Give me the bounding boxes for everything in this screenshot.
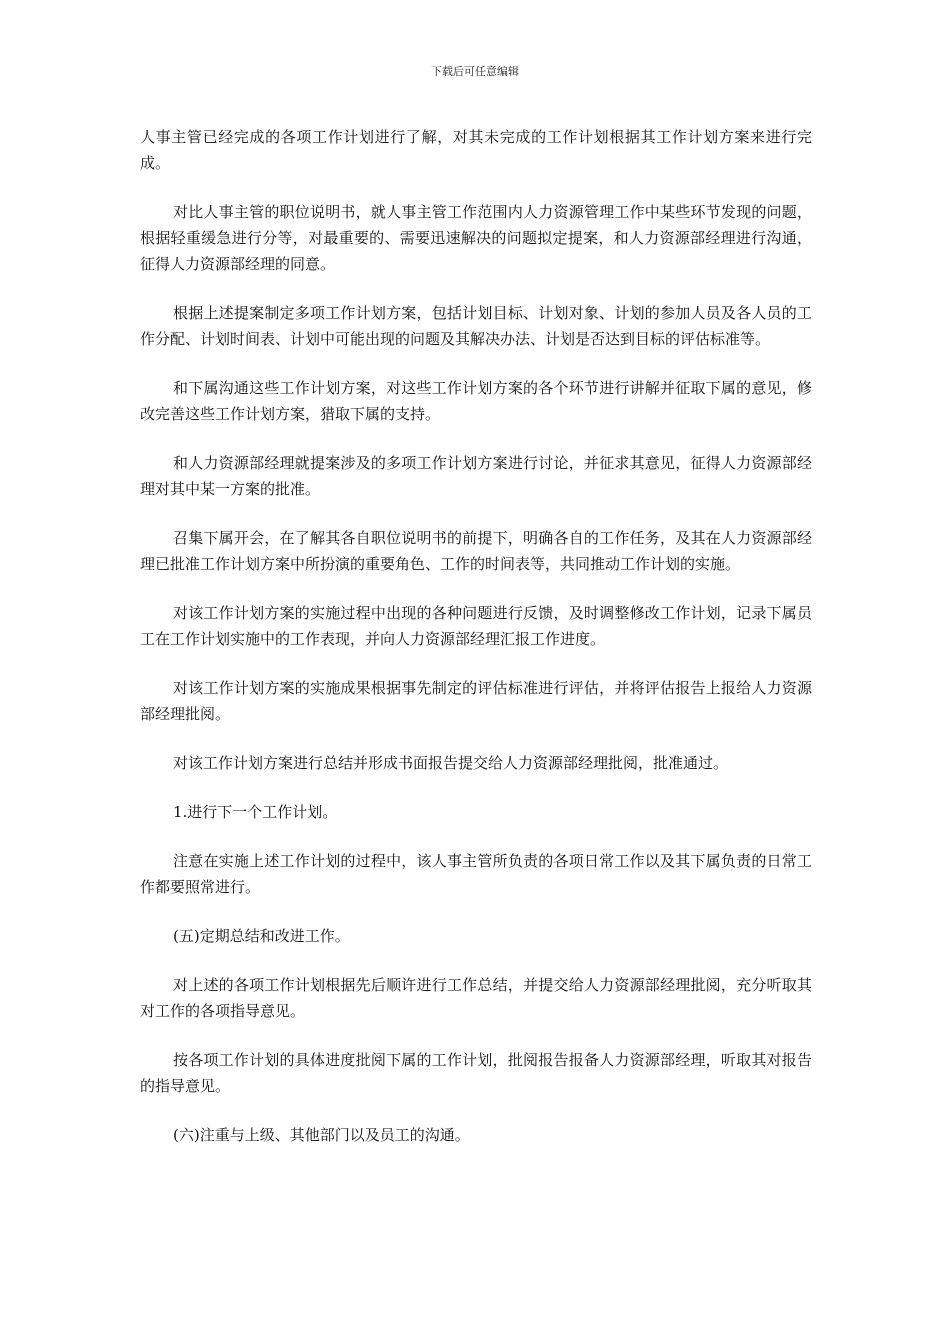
paragraph: 对该工作计划方案进行总结并形成书面报告提交给人力资源部经理批阅，批准通过。 bbox=[173, 754, 729, 772]
section-heading: (五)定期总结和改进工作。 bbox=[173, 927, 350, 945]
paragraph: 对该工作计划方案的实施成果根据事先制定的评估标准进行评估，并将评估报告上报给人力资源部经理批阅。 bbox=[140, 679, 812, 723]
paragraph: 和人力资源部经理就提案涉及的多项工作计划方案进行讨论，并征求其意见，征得人力资源部经理对其中某一方案的批准。 bbox=[140, 454, 812, 498]
section-heading: (六)注重与上级、其他部门以及员工的沟通。 bbox=[173, 1126, 470, 1144]
paragraph: 根据上述提案制定多项工作计划方案，包括计划目标、计划对象、计划的参加人员及各人员的工作分配、计划时间表、计划中可能出现的问题及其解决办法、计划是否达到目标的评估标准等。 bbox=[140, 304, 812, 348]
paragraph: 人事主管已经完成的各项工作计划进行了解，对其未完成的工作计划根据其工作计划方案来进行完成。 bbox=[140, 128, 812, 172]
paragraph: 对该工作计划方案的实施过程中出现的各种问题进行反馈，及时调整修改工作计划，记录下属员工在工作计划实施中的工作表现，并向人力资源部经理汇报工作进度。 bbox=[140, 604, 812, 648]
page-header: 下载后可任意编辑 bbox=[431, 65, 519, 78]
paragraph: 对上述的各项工作计划根据先后顺许进行工作总结，并提交给人力资源部经理批阅，充分听取其对工作的各项指导意见。 bbox=[140, 976, 812, 1020]
paragraph: 和下属沟通这些工作计划方案，对这些工作计划方案的各个环节进行讲解并征取下属的意见，修改完善这些工作计划方案，猎取下属的支持。 bbox=[140, 379, 812, 423]
paragraph: 对比人事主管的职位说明书，就人事主管工作范围内人力资源管理工作中某些环节发现的问题，根据轻重缓急进行分等，对最重要的、需要迅速解决的问题拟定提案，和人力资源部经理进行沟通，征得人力资源部经理的同意。 bbox=[140, 203, 812, 273]
paragraph: 按各项工作计划的具体进度批阅下属的工作计划，批阅报告报备人力资源部经理，听取其对报告的指导意见。 bbox=[140, 1051, 812, 1095]
paragraph: 注意在实施上述工作计划的过程中，该人事主管所负责的各项日常工作以及其下属负责的日常工作都要照常进行。 bbox=[140, 852, 812, 896]
list-item: 1.进行下一个工作计划。 bbox=[173, 803, 338, 821]
document-body bbox=[140, 124, 812, 1171]
paragraph: 召集下属开会，在了解其各自职位说明书的前提下，明确各自的工作任务，及其在人力资源部经理已批准工作计划方案中所扮演的重要角色、工作的时间表等，共同推动工作计划的实施。 bbox=[140, 529, 812, 573]
